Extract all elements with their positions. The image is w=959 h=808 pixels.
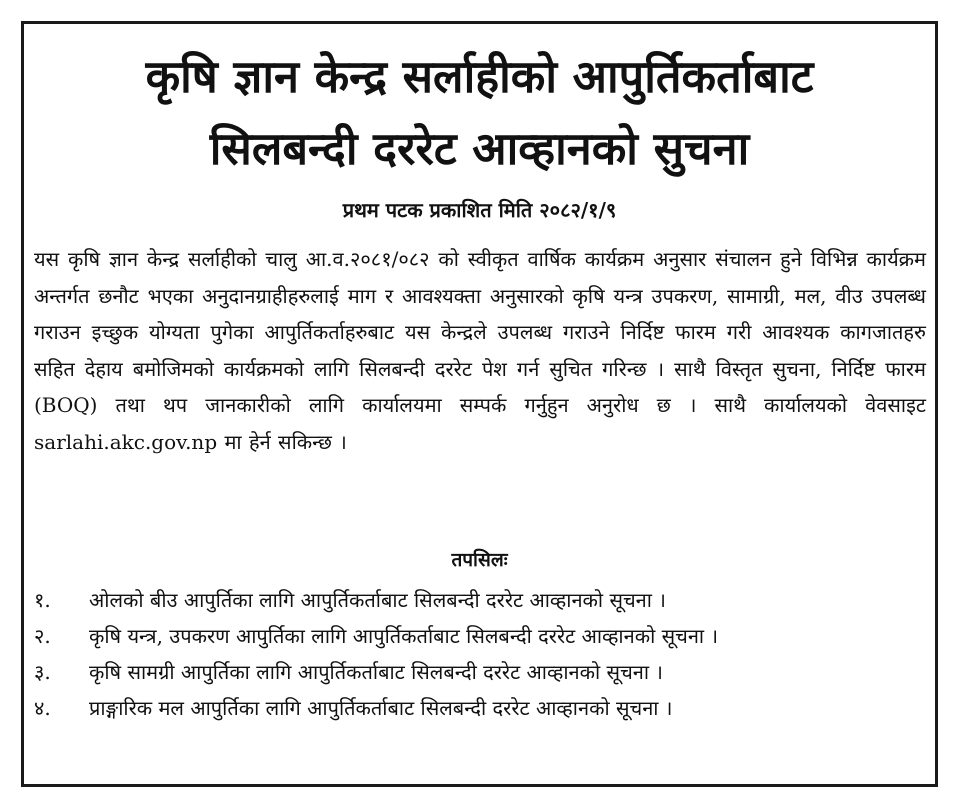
list-item-text: कृषि सामग्री आपुर्तिका लागि आपुर्तिकर्ताबाट सिलबन्दी दररेट आव्हानको सूचना । [89, 660, 663, 684]
details-heading: तपसिलः [451, 549, 508, 571]
list-item [34, 654, 926, 690]
notice-title-line-2: सिलबन्दी दररेट आव्हानको सुचना [209, 122, 750, 175]
publication-date-line: प्रथम पटक प्रकाशित मिति २०८२/१/९ [342, 198, 617, 222]
list-item [34, 582, 926, 618]
list-item-number: २. [34, 624, 51, 648]
list-item-number: ४. [34, 696, 51, 720]
list-item-text: कृषि यन्त्र, उपकरण आपुर्तिका लागि आपुर्तिकर्ताबाट सिलबन्दी दररेट आव्हानको सूचना । [89, 624, 719, 648]
list-item-text: ओलको बीउ आपुर्तिका लागि आपुर्तिकर्ताबाट सिलबन्दी दररेट आव्हानको सूचना । [89, 588, 666, 612]
list-item [34, 690, 926, 726]
list-item [34, 618, 926, 654]
notice-body-paragraph: यस कृषि ज्ञान केन्द्र सर्लाहीको चालु आ.व.२०८१/०८२ को स्वीकृत वार्षिक कार्यक्रम अनुसार संचालन हुने विभिन्न कार्यक्रम अन्तर्गत छनौट भएका अनुदानग्राहीहरुलाई माग र आवश्यक्ता अनुसारको कृषि यन्त्र उपकरण, सामाग्री, मल, वीउ उपलब्ध गराउन इच्छुक योग्यता पुगेका आपुर्तिकर्ताहरुबाट यस केन्द्रले उपलब्ध गराउने निर्दिष्ट फारम गरी आवश्यक कागजातहरु सहित देहाय बमोजिमको कार्यक्रमको लागि सिलबन्दी दररेट पेश गर्न सुचित गरिन्छ । साथै विस्तृत सुचना, निर्दिष्ट फारम (BOQ) तथा थप जानकारीको लागि कार्यालयमा सम्पर्क गर्नुहुन अनुरोध छ । साथै कार्यालयको वेवसाइट sarlahi.akc.gov.np मा हेर्न सकिन्छ । [34, 247, 926, 454]
notice-frame [21, 21, 938, 787]
list-item-text: प्राङ्गारिक मल आपुर्तिका लागि आपुर्तिकर्ताबाट सिलबन्दी दररेट आव्हानको सूचना । [89, 696, 673, 720]
list-item-number: १. [34, 588, 51, 612]
list-item-number: ३. [34, 660, 51, 684]
notice-title-line-1: कृषि ज्ञान केन्द्र सर्लाहीको आपुर्तिकर्ताबाट [145, 50, 814, 103]
notice-item-list [34, 582, 926, 726]
